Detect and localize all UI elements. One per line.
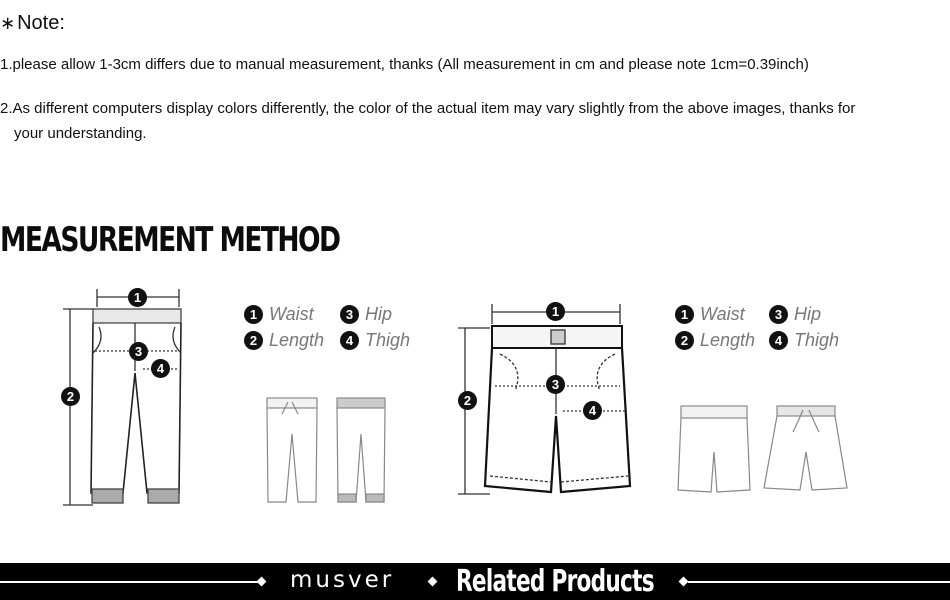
shorts-thumbnails [675,402,855,496]
pants-marker-length: 2 [61,387,80,406]
note-line-2a: 2.As different computers display colors differently, the color of the actual item may vary slightly from the above images, thanks for [0,100,856,117]
legend-label: Length [269,330,325,350]
legend-label: Hip [365,304,393,324]
number-3-icon: 3 [340,305,359,324]
note-line-1: 1.please allow 1-3cm differs due to manual measurement, thanks (All measurement in cm and please note 1cm=0.39inch) [0,56,809,73]
note-line-2 [0,96,950,146]
divider-line-right [688,581,950,583]
legend-label: Waist [700,304,745,324]
section-title: MEASUREMENT METHOD [0,220,340,260]
pants-legend-waist [244,304,314,325]
legend-label: Thigh [794,330,840,350]
number-1-icon: 1 [244,305,263,324]
pants-legend-hip [340,304,392,325]
brand-name: musver [290,567,395,593]
shorts-legend-hip [769,304,821,325]
diamond-icon [679,577,689,587]
diamond-icon [257,577,267,587]
related-products-title: Related Products [456,564,654,599]
number-1-icon: 1 [675,305,694,324]
shorts-marker-length: 2 [458,391,477,410]
note-title-text: Note: [17,12,65,34]
legend-label: Length [700,330,756,350]
number-4-icon: 4 [769,331,788,350]
shorts-marker-thigh: 4 [583,401,602,420]
pants-legend-thigh [340,330,410,351]
shorts-marker-waist: 1 [546,302,565,321]
related-products-banner [0,563,950,600]
diamond-icon [428,577,438,587]
shorts-legend-waist [675,304,745,325]
pants-marker-waist: 1 [128,288,147,307]
pants-legend-length [244,330,324,351]
legend-label: Thigh [365,330,411,350]
number-2-icon: 2 [244,331,263,350]
note-line-2b: your understanding. [14,125,147,142]
shorts-legend-length [675,330,755,351]
shorts-measurement-diagram [455,296,640,501]
note-heading [0,12,65,35]
pants-marker-hip: 3 [129,342,148,361]
pants-thumbnails [262,394,392,508]
pants-legend [244,304,434,354]
number-3-icon: 3 [769,305,788,324]
legend-label: Waist [269,304,314,324]
shorts-legend-thigh [769,330,839,351]
number-2-icon: 2 [675,331,694,350]
asterisk-icon: ∗ [0,13,16,33]
legend-label: Hip [794,304,822,324]
shorts-marker-hip: 3 [546,375,565,394]
shorts-legend [675,304,865,354]
divider-line-left [0,581,258,583]
number-4-icon: 4 [340,331,359,350]
pants-marker-thigh: 4 [151,359,170,378]
